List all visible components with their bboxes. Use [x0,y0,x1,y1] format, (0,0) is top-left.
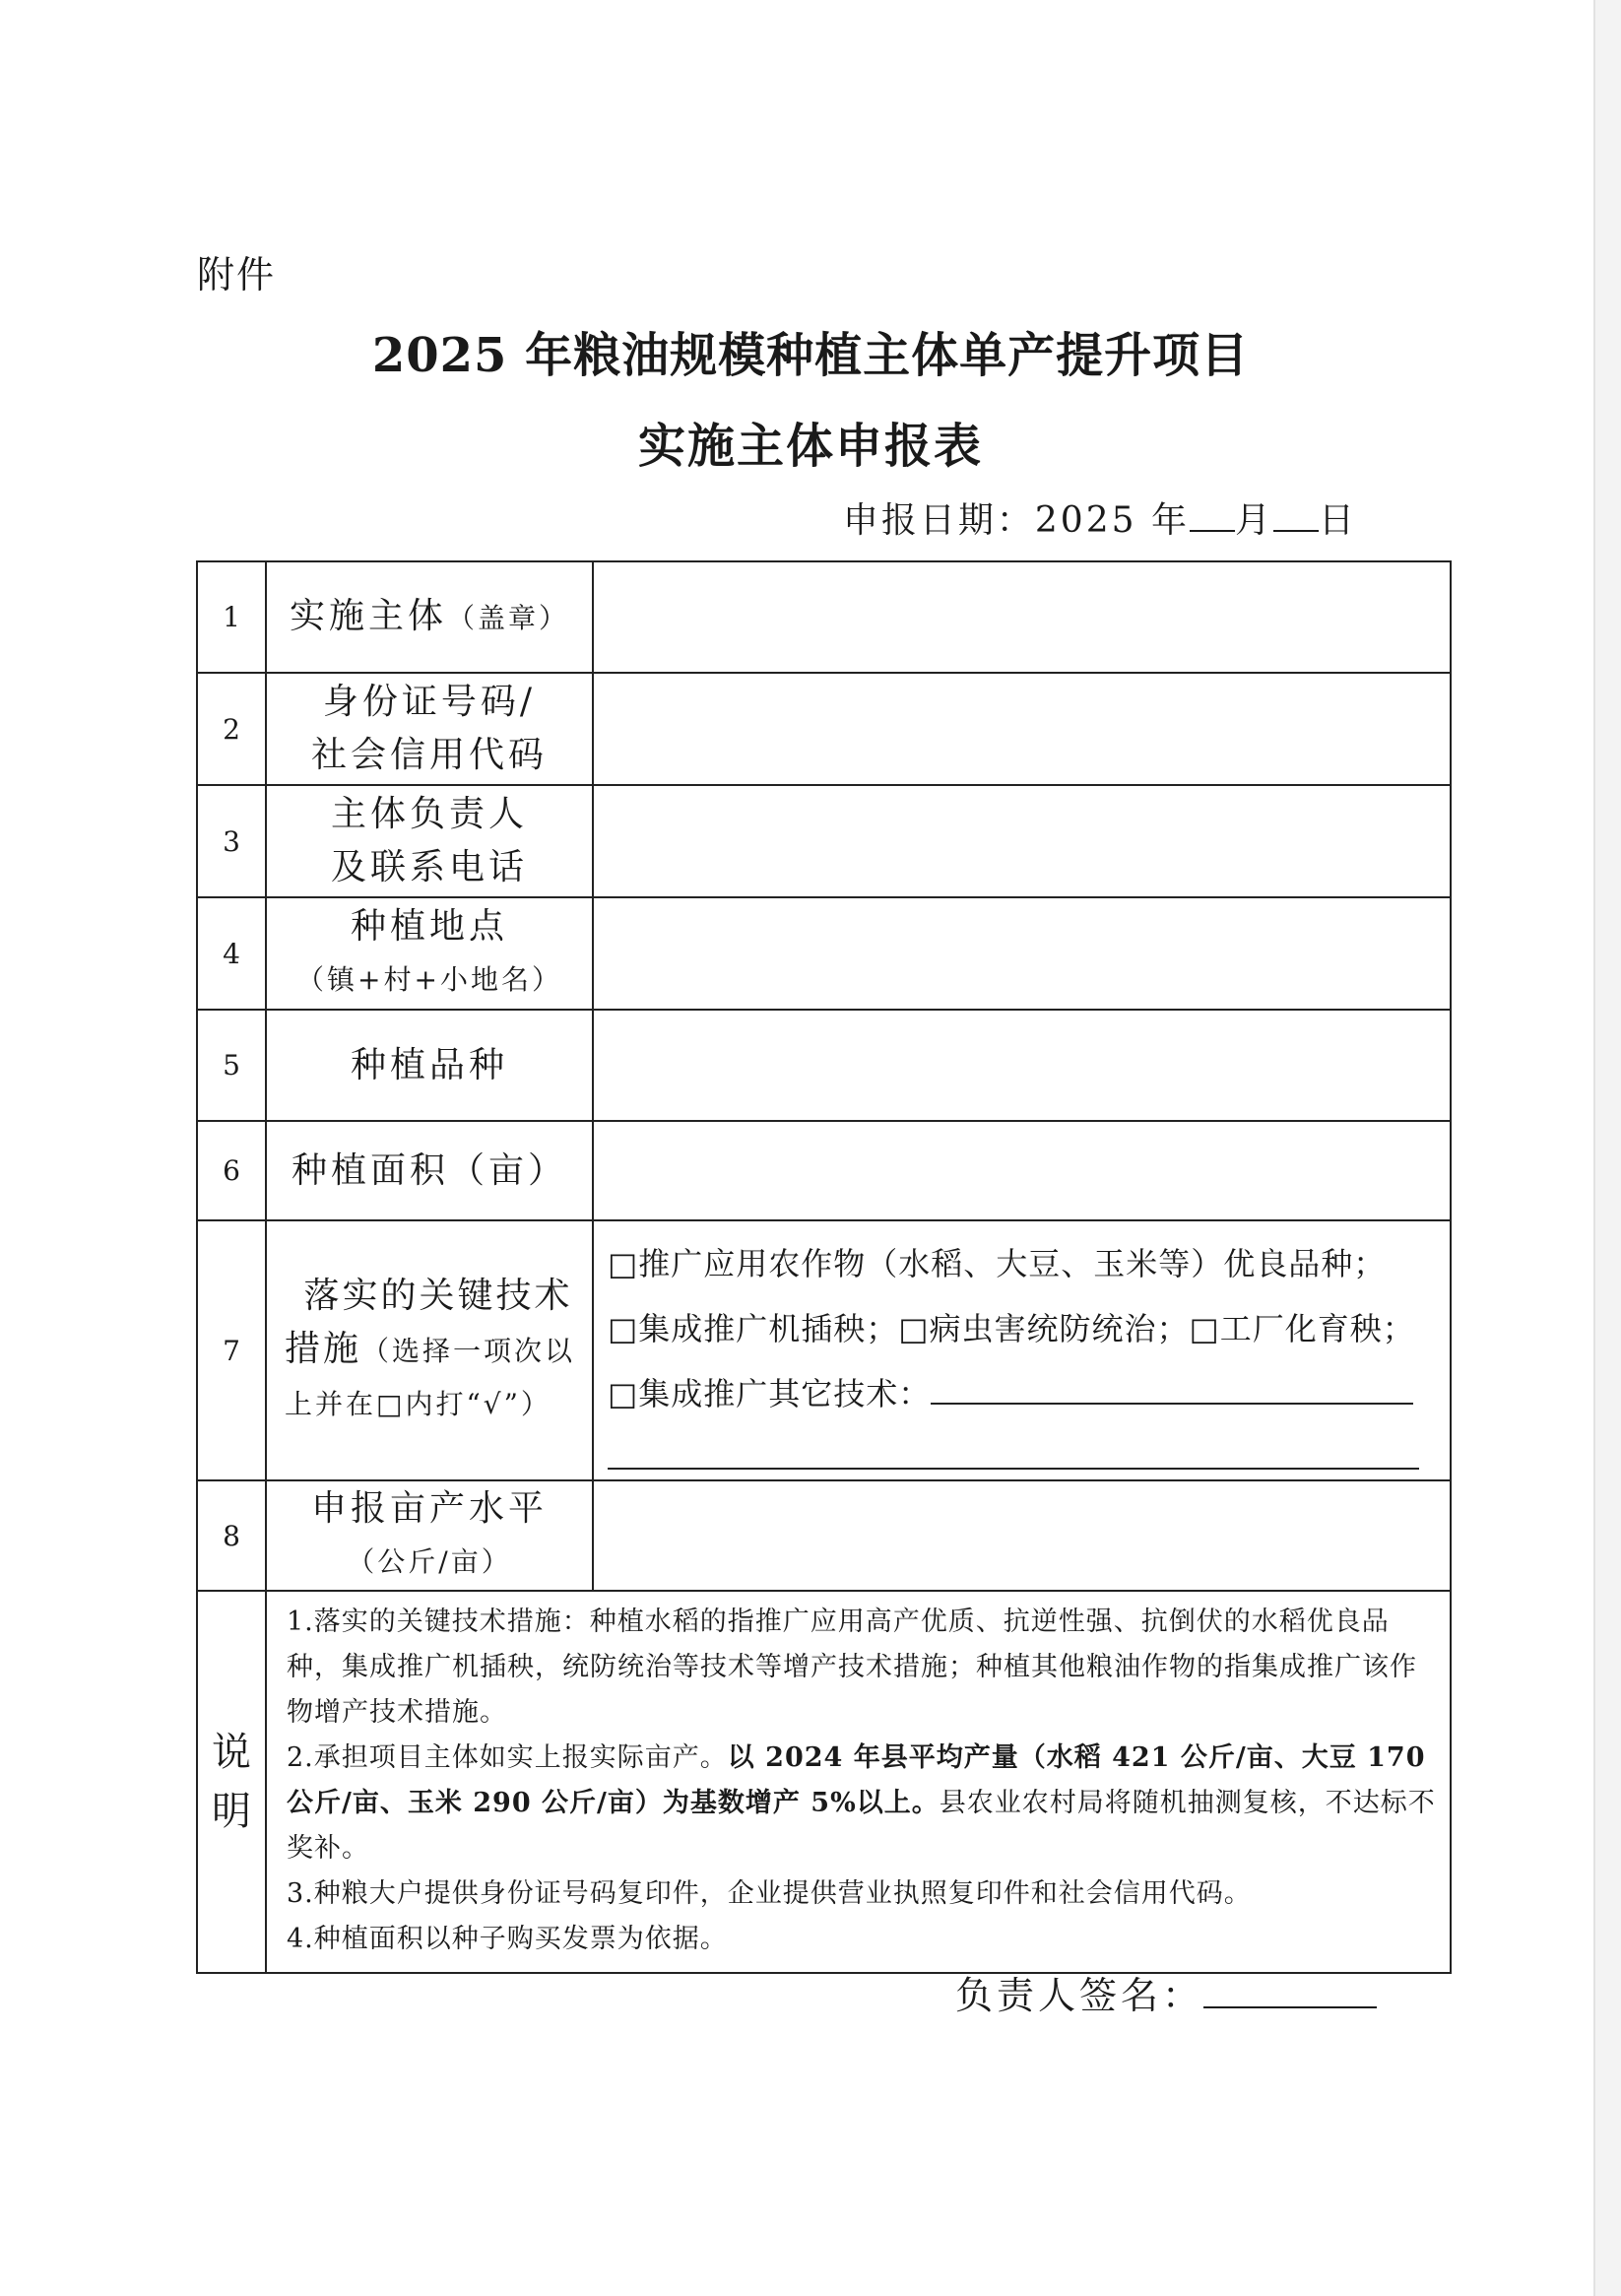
table-row [197,897,1451,1010]
notes-content [267,1592,1450,1972]
option-row [608,1296,1436,1361]
attachment-label: 附件 [197,253,277,296]
note-item [287,1736,1436,1871]
notes-cell [266,1591,1451,1973]
label-line: 及联系电话 [330,847,528,887]
table-row [197,1591,1451,1973]
contact-person-phone-field[interactable] [593,785,1451,897]
other-technology-blank[interactable] [931,1369,1413,1405]
table-row [197,785,1451,897]
option-factory-seedlings[interactable]: □工厂化育秧； [1189,1310,1415,1347]
planting-area-field[interactable] [593,1121,1451,1220]
row-label [266,1480,593,1591]
page-title: 2025 年粮油规模种植主体单产提升项目 [371,328,1250,383]
note-item: 4.种植面积以种子购买发票为依据。 [287,1924,728,1954]
table-row [197,1480,1451,1591]
declared-yield-field[interactable] [593,1480,1451,1591]
note-text: 县农业农村局将随机抽测复核，不达标不奖补。 [287,1788,1436,1864]
row-number: 2 [197,673,266,785]
label-main: 措施 [285,1329,362,1369]
row-number: 6 [197,1121,266,1220]
table-row [197,1010,1451,1121]
application-form-table [196,560,1452,1974]
label-line: 种植地点 [350,906,508,947]
label-line: （公斤/亩） [347,1545,512,1578]
note-item: 1.落实的关键技术措施：种植水稻的指推广应用高产优质、抗逆性强、抗倒伏的水稻优良品种，集成推广机插秧，统防统治等技术等增产技术措施；种植其他粮油作物的指集成推广该作物增产技术措施。 [287,1607,1417,1728]
key-measures-options [594,1221,1450,1479]
signature-line [955,1965,1377,2019]
label-line: 主体负责人 [330,794,528,834]
row-label: 种植品种 [266,1010,593,1121]
date-prefix: 申报日期：2025 年 [842,500,1190,541]
row-label [266,785,593,897]
label-line: 上并在□内打“√”） [285,1388,551,1420]
date-month: 月 [1234,500,1273,541]
row-number: 5 [197,1010,266,1121]
table-row [197,673,1451,785]
label-line: 申报亩产水平 [310,1488,548,1529]
option-row [608,1361,1436,1426]
row-label: 种植面积（亩） [266,1121,593,1220]
table-row [197,561,1451,673]
row-number: 8 [197,1480,266,1591]
date-day: 日 [1318,500,1357,541]
option-other-technology[interactable]: □集成推广其它技术： [608,1375,932,1412]
option-pest-control[interactable]: □病虫害统防统治； [898,1310,1190,1347]
option-machine-transplanting[interactable]: □集成推广机插秧； [608,1310,899,1347]
planting-location-field[interactable] [593,897,1451,1010]
notes-heading: 说明 [197,1591,266,1973]
day-blank[interactable] [1273,500,1319,532]
signature-blank[interactable] [1203,1977,1377,2008]
planting-variety-field[interactable] [593,1010,1451,1121]
label-sub: （盖章） [447,601,570,634]
label-line: 身份证号码/ [322,682,537,722]
id-credit-code-field[interactable] [593,673,1451,785]
row-label [266,1220,593,1480]
table-row [197,1220,1451,1480]
row-label [266,673,593,785]
option-improved-varieties[interactable]: □推广应用农作物（水稻、大豆、玉米等）优良品种； [608,1245,1387,1282]
label-line: 落实的关键技术 [303,1276,573,1316]
row-number: 3 [197,785,266,897]
other-technology-blank-2[interactable] [608,1426,1419,1470]
label-line [285,1323,592,1378]
key-measures-cell [593,1220,1451,1480]
label-main: 实施主体 [289,595,447,636]
implementing-entity-field[interactable] [593,561,1451,673]
label-line: 社会信用代码 [310,735,548,775]
row-number: 7 [197,1220,266,1480]
row-label [266,897,593,1010]
label-line: （镇+村+小地名） [296,963,562,996]
row-label [266,561,593,673]
report-date [843,492,1357,543]
row-number: 4 [197,897,266,1010]
table-row [197,1121,1451,1220]
note-item: 3.种粮大户提供身份证号码复印件，企业提供营业执照复印件和社会信用代码。 [287,1878,1252,1909]
signature-label: 负责人签名： [955,1974,1204,2017]
month-blank[interactable] [1190,500,1235,532]
note-emphasis: 以 2024 年县平均产量（水稻 421 公斤/亩、大豆 170 公斤/亩、玉米 290 公斤/亩）为基数增产 5%以上。 [287,1742,1426,1818]
row-number: 1 [197,561,266,673]
page-subtitle: 实施主体申报表 [637,419,983,474]
note-text: 2.承担项目主体如实上报实际亩产。 [287,1742,728,1773]
label-sub: （选择一项次以 [361,1335,576,1367]
